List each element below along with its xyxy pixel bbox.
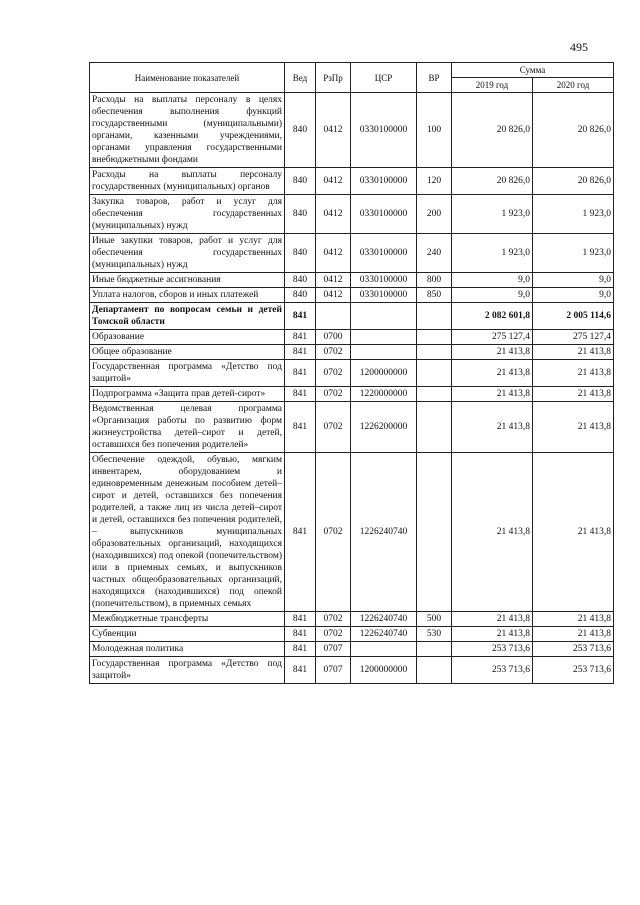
- row-vr: 200: [417, 195, 452, 234]
- row-name: Государственная программа «Детство под защитой»: [90, 360, 285, 387]
- row-sum-2020: 253 713,6: [533, 657, 614, 684]
- row-name: Расходы на выплаты персоналу в целях обеспечения выполнения функций государственными (муниципальными) органами, казенными учреждениями, органами управления государственными внебюджетными фондами: [90, 93, 285, 168]
- row-rzpr: 0707: [316, 642, 351, 657]
- table-row: [90, 234, 614, 273]
- row-ved: 841: [285, 642, 316, 657]
- row-rzpr: 0412: [316, 273, 351, 288]
- row-sum-2019: 1 923,0: [452, 195, 533, 234]
- row-vr: [417, 453, 452, 612]
- row-name: Общее образование: [90, 345, 285, 360]
- row-sum-2019: 1 923,0: [452, 234, 533, 273]
- row-sum-2020: 21 413,8: [533, 345, 614, 360]
- table-row: [90, 642, 614, 657]
- table-row: [90, 360, 614, 387]
- row-csr: 0330100000: [351, 273, 417, 288]
- row-sum-2020: 275 127,4: [533, 330, 614, 345]
- row-name: Субвенции: [90, 627, 285, 642]
- row-sum-2019: 275 127,4: [452, 330, 533, 345]
- row-vr: [417, 345, 452, 360]
- row-sum-2020: 1 923,0: [533, 195, 614, 234]
- row-sum-2019: 20 826,0: [452, 93, 533, 168]
- row-ved: 841: [285, 360, 316, 387]
- row-sum-2019: 9,0: [452, 273, 533, 288]
- row-vr: [417, 387, 452, 402]
- row-vr: [417, 402, 452, 453]
- row-sum-2020: 21 413,8: [533, 453, 614, 612]
- row-sum-2020: 9,0: [533, 273, 614, 288]
- row-vr: 240: [417, 234, 452, 273]
- row-rzpr: [316, 303, 351, 330]
- row-rzpr: 0412: [316, 195, 351, 234]
- row-vr: 800: [417, 273, 452, 288]
- row-rzpr: 0702: [316, 612, 351, 627]
- row-sum-2019: 21 413,8: [452, 360, 533, 387]
- row-rzpr: 0707: [316, 657, 351, 684]
- table-row: [90, 273, 614, 288]
- row-ved: 841: [285, 387, 316, 402]
- row-name: Расходы на выплаты персоналу государственных (муниципальных) органов: [90, 168, 285, 195]
- row-sum-2019: 9,0: [452, 288, 533, 303]
- row-vr: 100: [417, 93, 452, 168]
- table-row: [90, 627, 614, 642]
- row-csr: 0330100000: [351, 234, 417, 273]
- row-csr: [351, 642, 417, 657]
- header-sum: Сумма: [452, 63, 614, 78]
- header-2020: 2020 год: [533, 78, 614, 93]
- row-name: Иные закупки товаров, работ и услуг для обеспечения государственных (муниципальных) нужд: [90, 234, 285, 273]
- row-rzpr: 0700: [316, 330, 351, 345]
- row-rzpr: 0702: [316, 360, 351, 387]
- row-sum-2020: 9,0: [533, 288, 614, 303]
- header-rzpr: РзПр: [316, 63, 351, 93]
- row-ved: 840: [285, 168, 316, 195]
- table-row: [90, 330, 614, 345]
- header-2019: 2019 год: [452, 78, 533, 93]
- row-sum-2019: 21 413,8: [452, 627, 533, 642]
- row-sum-2019: 21 413,8: [452, 453, 533, 612]
- row-ved: 841: [285, 453, 316, 612]
- row-vr: [417, 657, 452, 684]
- row-name: Подпрограмма «Защита прав детей-сирот»: [90, 387, 285, 402]
- header-ved: Вед: [285, 63, 316, 93]
- row-name: Ведомственная целевая программа «Организация работы по развитию форм жизнеустройства детей–сирот и детей, оставшихся без попечения родителей»: [90, 402, 285, 453]
- row-sum-2019: 21 413,8: [452, 345, 533, 360]
- table-row: [90, 345, 614, 360]
- row-ved: 840: [285, 273, 316, 288]
- table-row: [90, 93, 614, 168]
- row-ved: 841: [285, 303, 316, 330]
- row-name: Иные бюджетные ассигнования: [90, 273, 285, 288]
- row-rzpr: 0412: [316, 93, 351, 168]
- row-rzpr: 0702: [316, 402, 351, 453]
- table-row: [90, 657, 614, 684]
- row-ved: 841: [285, 345, 316, 360]
- row-csr: 1200000000: [351, 360, 417, 387]
- row-sum-2019: 253 713,6: [452, 657, 533, 684]
- row-ved: 841: [285, 402, 316, 453]
- row-rzpr: 0412: [316, 234, 351, 273]
- row-name: Межбюджетные трансферты: [90, 612, 285, 627]
- row-ved: 841: [285, 330, 316, 345]
- header-csr: ЦСР: [351, 63, 417, 93]
- row-vr: [417, 642, 452, 657]
- row-csr: 1226240740: [351, 627, 417, 642]
- row-sum-2020: 21 413,8: [533, 612, 614, 627]
- table-row: [90, 453, 614, 612]
- row-rzpr: 0702: [316, 387, 351, 402]
- row-sum-2020: 21 413,8: [533, 402, 614, 453]
- row-sum-2020: 21 413,8: [533, 627, 614, 642]
- row-sum-2020: 21 413,8: [533, 387, 614, 402]
- row-vr: [417, 360, 452, 387]
- row-sum-2019: 21 413,8: [452, 612, 533, 627]
- row-ved: 840: [285, 288, 316, 303]
- table-body: [90, 93, 614, 684]
- row-name: Департамент по вопросам семьи и детей Томской области: [90, 303, 285, 330]
- row-ved: 841: [285, 612, 316, 627]
- row-csr: [351, 303, 417, 330]
- row-sum-2020: 21 413,8: [533, 360, 614, 387]
- row-csr: 0330100000: [351, 195, 417, 234]
- row-sum-2019: 253 713,6: [452, 642, 533, 657]
- header-vr: ВР: [417, 63, 452, 93]
- row-ved: 841: [285, 657, 316, 684]
- row-sum-2020: 20 826,0: [533, 93, 614, 168]
- row-vr: 120: [417, 168, 452, 195]
- row-name: Государственная программа «Детство под защитой»: [90, 657, 285, 684]
- row-name: Образование: [90, 330, 285, 345]
- row-sum-2020: 2 005 114,6: [533, 303, 614, 330]
- table-row: [90, 402, 614, 453]
- row-sum-2019: 21 413,8: [452, 402, 533, 453]
- row-name: Уплата налогов, сборов и иных платежей: [90, 288, 285, 303]
- row-csr: 1226240740: [351, 612, 417, 627]
- table-row: [90, 612, 614, 627]
- row-ved: 840: [285, 93, 316, 168]
- row-ved: 840: [285, 234, 316, 273]
- row-csr: 1226200000: [351, 402, 417, 453]
- row-csr: 1226240740: [351, 453, 417, 612]
- row-name: Закупка товаров, работ и услуг для обеспечения государственных (муниципальных) нужд: [90, 195, 285, 234]
- table-row: [90, 303, 614, 330]
- row-csr: [351, 330, 417, 345]
- table-row: [90, 195, 614, 234]
- table-row: [90, 288, 614, 303]
- row-rzpr: 0702: [316, 627, 351, 642]
- row-rzpr: 0412: [316, 168, 351, 195]
- row-ved: 841: [285, 627, 316, 642]
- table-row: [90, 387, 614, 402]
- row-rzpr: 0702: [316, 345, 351, 360]
- row-vr: 850: [417, 288, 452, 303]
- row-vr: [417, 303, 452, 330]
- page-number: 495: [570, 40, 588, 54]
- row-name: Обеспечение одеждой, обувью, мягким инвентарем, оборудованием и единовременным денежным пособием детей–сирот и детей, оставшихся без попечения родителей, а также лиц из числа детей–сирот и детей, оставшихся без попечения родителей, – выпускников муниципальных образовательных организаций, находящихся (находившихся) под опекой (попечительством) или в приемных семьях, и выпускников частных общеобразовательных организаций, находящихся (находившихся) под опекой (попечительством), в приемных семьях: [90, 453, 285, 612]
- row-sum-2019: 2 082 601,8: [452, 303, 533, 330]
- row-vr: [417, 330, 452, 345]
- table-row: [90, 168, 614, 195]
- row-vr: 500: [417, 612, 452, 627]
- row-csr: 1220000000: [351, 387, 417, 402]
- row-csr: 0330100000: [351, 288, 417, 303]
- header-name: Наименование показателей: [90, 63, 285, 93]
- row-sum-2019: 20 826,0: [452, 168, 533, 195]
- row-rzpr: 0702: [316, 453, 351, 612]
- row-sum-2020: 253 713,6: [533, 642, 614, 657]
- row-name: Молодежная политика: [90, 642, 285, 657]
- row-sum-2020: 20 826,0: [533, 168, 614, 195]
- row-csr: 1200000000: [351, 657, 417, 684]
- row-ved: 840: [285, 195, 316, 234]
- row-rzpr: 0412: [316, 288, 351, 303]
- row-vr: 530: [417, 627, 452, 642]
- budget-table: [89, 62, 614, 684]
- row-csr: [351, 345, 417, 360]
- row-csr: 0330100000: [351, 168, 417, 195]
- row-sum-2020: 1 923,0: [533, 234, 614, 273]
- row-sum-2019: 21 413,8: [452, 387, 533, 402]
- row-csr: 0330100000: [351, 93, 417, 168]
